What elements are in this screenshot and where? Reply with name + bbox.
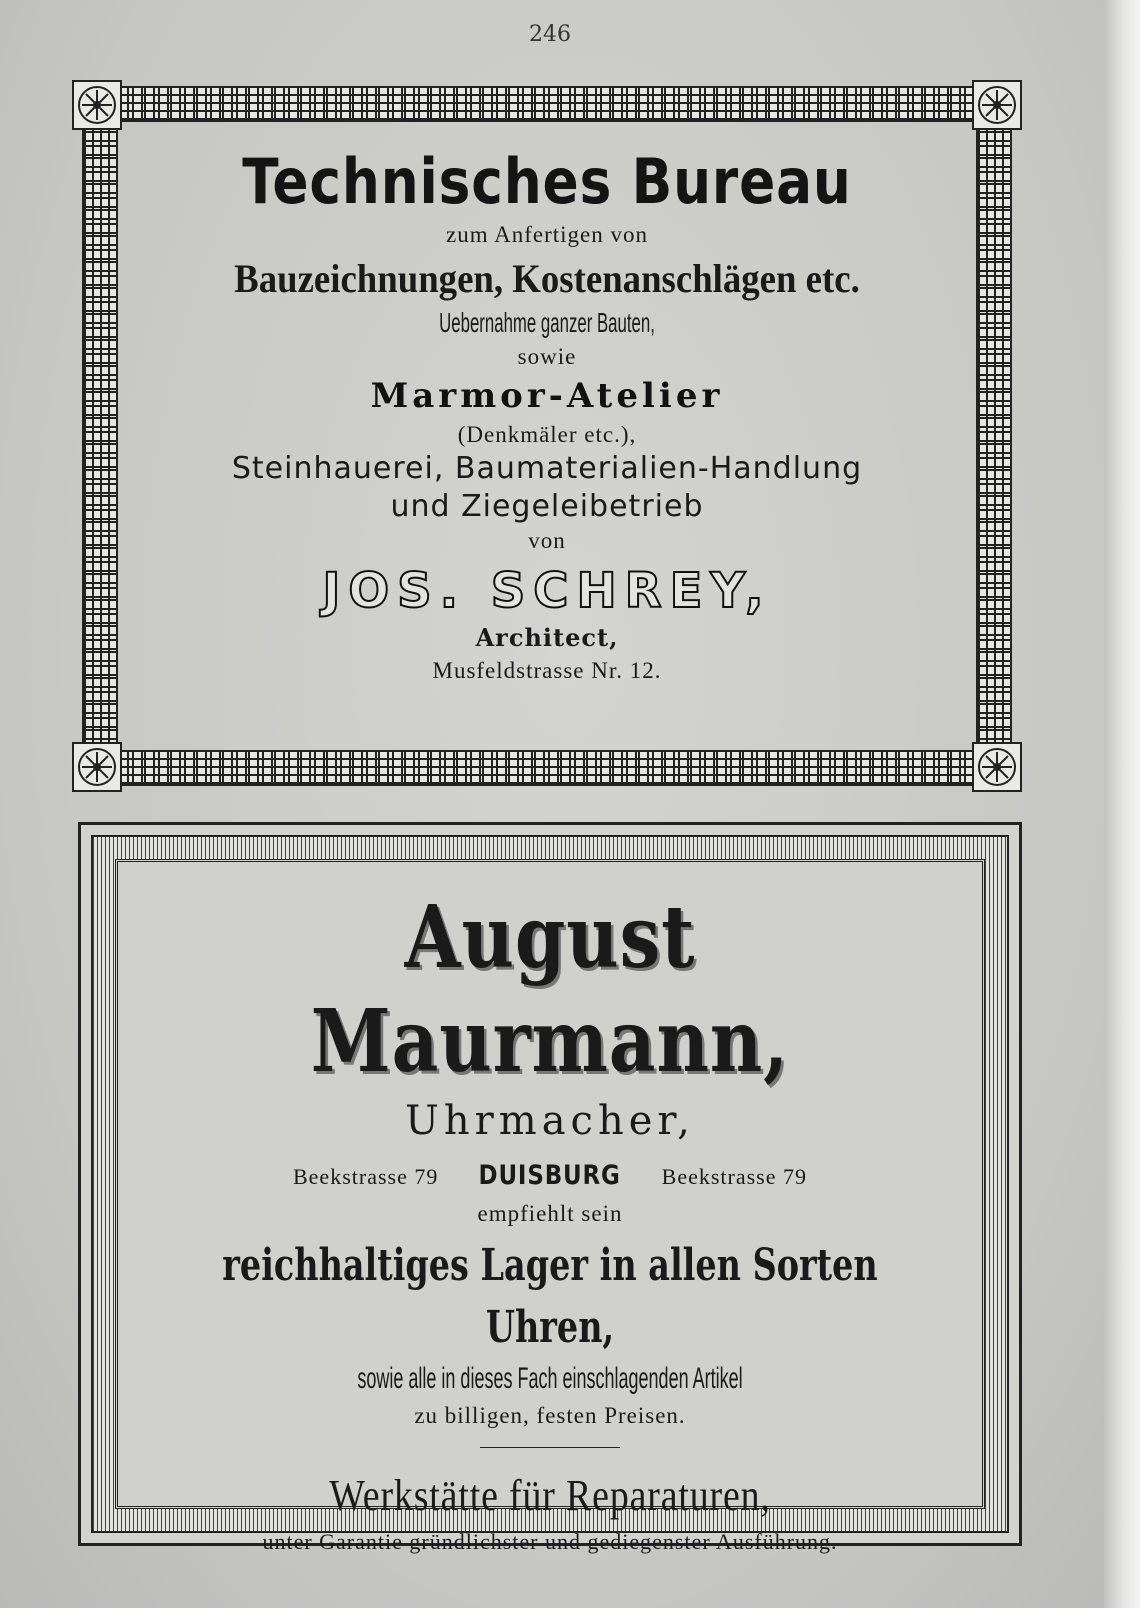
ad-line: zu billigen, festen Preisen. (414, 1403, 686, 1428)
ad-line: Steinhauerei, Baumaterialien-Handlung (231, 451, 863, 486)
city-name: DUISBURG (478, 1160, 622, 1191)
ad-line: empfiehlt sein (477, 1201, 623, 1226)
street-left: Beekstrasse 79 (292, 1164, 439, 1189)
ad-line: sowie alle in dieses Fach einschlagenden Artikel (357, 1362, 743, 1395)
page-number: 246 (529, 22, 571, 47)
rosette-icon (972, 742, 1022, 792)
ad-line: sowie (517, 344, 577, 369)
ad-headline: Bauzeichnungen, Kostenanschlägen etc. (234, 256, 860, 301)
ad-owner-name: JOS. SCHREY, (322, 563, 772, 619)
rosette-icon (972, 80, 1022, 130)
ad-watchmaker (78, 822, 1022, 1554)
ad-technical-bureau-text (124, 138, 970, 686)
ad-subheadline: Werkstätte für Reparaturen, (329, 1471, 771, 1520)
ad-address-row (118, 1156, 982, 1197)
ad-line: Uebernahme ganzer Bauten, (439, 307, 655, 338)
ad-subheadline: Marmor-Atelier (370, 376, 724, 416)
greek-key-border-bottom (116, 750, 978, 786)
ad-profession: Uhrmacher, (405, 1098, 695, 1144)
ad-line: und Ziegeleibetrieb (390, 489, 704, 524)
ad-watchmaker-text (115, 859, 985, 1554)
ad-headline: reichhaltiges Lager in allen Sorten Uhren, (222, 1240, 878, 1353)
ad-line: zum Anfertigen von (446, 222, 648, 247)
rosette-icon (72, 742, 122, 792)
ad-line: (Denkmäler etc.), (457, 422, 637, 447)
greek-key-border-left (82, 128, 118, 744)
ad-title: August Maurmann, (310, 887, 790, 1092)
greek-key-border-right (976, 128, 1012, 744)
ad-address: Musfeldstrasse Nr. 12. (432, 658, 662, 683)
ad-technical-bureau (72, 80, 1022, 810)
ad-owner-title: Architect, (475, 623, 619, 652)
greek-key-border-top (116, 86, 978, 122)
page-edge (1104, 0, 1140, 1608)
ad-title: Technisches Bureau (242, 145, 852, 218)
rosette-icon (72, 80, 122, 130)
street-right: Beekstrasse 79 (661, 1164, 807, 1189)
divider (480, 1447, 620, 1448)
ad-line: unter Garantie gründlichster und gediegenster Ausführung. (262, 1529, 838, 1554)
ad-line: von (528, 528, 566, 553)
